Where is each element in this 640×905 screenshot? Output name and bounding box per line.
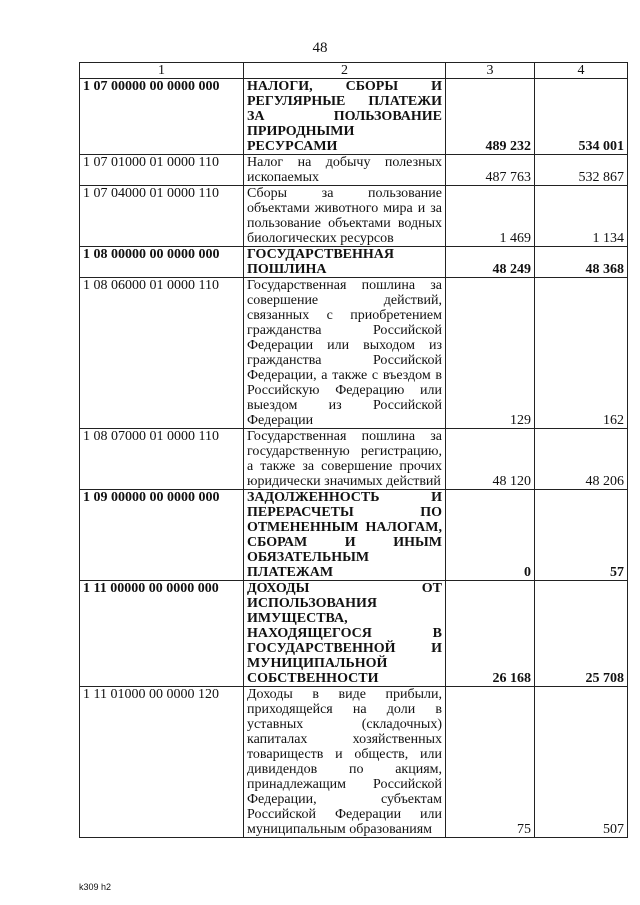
row-value-col3: 75: [446, 687, 535, 838]
row-value-col4: 48 368: [535, 247, 628, 278]
row-value-col3: 129: [446, 278, 535, 429]
row-value-col3: 26 168: [446, 581, 535, 687]
header-col-1: 1: [80, 63, 244, 79]
row-code: 1 07 04000 01 0000 110: [80, 186, 244, 247]
row-value-col4: 1 134: [535, 186, 628, 247]
document-code: k309 h2: [79, 882, 112, 892]
table-row: [80, 155, 628, 186]
row-name: Государственная пошлина за государственную регистрацию, а также за совершение прочих юридически значимых действий: [244, 429, 446, 490]
row-code: 1 07 01000 01 0000 110: [80, 155, 244, 186]
row-name: ГОСУДАРСТВЕННАЯ ПОШЛИНА: [244, 247, 446, 278]
row-name: ЗАДОЛЖЕННОСТЬ И ПЕРЕРАСЧЕТЫ ПО ОТМЕНЕННЫМ НАЛОГАМ, СБОРАМ И ИНЫМ ОБЯЗАТЕЛЬНЫМ ПЛАТЕЖАМ: [244, 490, 446, 581]
row-code: 1 08 07000 01 0000 110: [80, 429, 244, 490]
row-code: 1 11 01000 00 0000 120: [80, 687, 244, 838]
row-value-col3: 48 249: [446, 247, 535, 278]
row-value-col4: 507: [535, 687, 628, 838]
row-code: 1 08 06000 01 0000 110: [80, 278, 244, 429]
row-value-col3: 48 120: [446, 429, 535, 490]
table-row: [80, 581, 628, 687]
page-number: 48: [312, 40, 328, 56]
row-value-col4: 162: [535, 278, 628, 429]
row-code: 1 11 00000 00 0000 000: [80, 581, 244, 687]
row-name: НАЛОГИ, СБОРЫ И РЕГУЛЯРНЫЕ ПЛАТЕЖИ ЗА ПОЛЬЗОВАНИЕ ПРИРОДНЫМИ РЕСУРСАМИ: [244, 79, 446, 155]
row-value-col4: 25 708: [535, 581, 628, 687]
row-value-col3: 1 469: [446, 186, 535, 247]
row-name: Сборы за пользование объектами животного мира и за пользование объектами водных биологических ресурсов: [244, 186, 446, 247]
row-code: 1 09 00000 00 0000 000: [80, 490, 244, 581]
row-value-col3: 0: [446, 490, 535, 581]
header-col-4: 4: [535, 63, 628, 79]
row-name: ДОХОДЫ ОТ ИСПОЛЬЗОВАНИЯ ИМУЩЕСТВА, НАХОДЯЩЕГОСЯ В ГОСУДАРСТВЕННОЙ И МУНИЦИПАЛЬНОЙ СОБСТВЕННОСТИ: [244, 581, 446, 687]
header-col-2: 2: [244, 63, 446, 79]
table-row: [80, 79, 628, 155]
table-row: [80, 186, 628, 247]
table-row: [80, 687, 628, 838]
row-value-col3: 489 232: [446, 79, 535, 155]
table-row: [80, 247, 628, 278]
row-code: 1 07 00000 00 0000 000: [80, 79, 244, 155]
row-name: Доходы в виде прибыли, приходящейся на доли в уставных (складочных) капиталах хозяйственных товариществ и обществ, или дивидендов по акциям, принадлежащим Российской Федерации, субъектам Российской Федерации или муниципальным образованиям: [244, 687, 446, 838]
table-row: [80, 278, 628, 429]
row-name: Налог на добычу полезных ископаемых: [244, 155, 446, 186]
table-row: [80, 429, 628, 490]
table-header: [80, 63, 628, 79]
row-value-col3: 487 763: [446, 155, 535, 186]
row-value-col4: 534 001: [535, 79, 628, 155]
header-col-3: 3: [446, 63, 535, 79]
row-value-col4: 532 867: [535, 155, 628, 186]
budget-table: [79, 62, 628, 838]
row-value-col4: 48 206: [535, 429, 628, 490]
row-code: 1 08 00000 00 0000 000: [80, 247, 244, 278]
row-name: Государственная пошлина за совершение действий, связанных с приобретением гражданства Российской Федерации или выходом из гражданства Российской Федерации, а также с въездом в Российскую Федерацию или выездом из Российской Федерации: [244, 278, 446, 429]
table-row: [80, 490, 628, 581]
row-value-col4: 57: [535, 490, 628, 581]
